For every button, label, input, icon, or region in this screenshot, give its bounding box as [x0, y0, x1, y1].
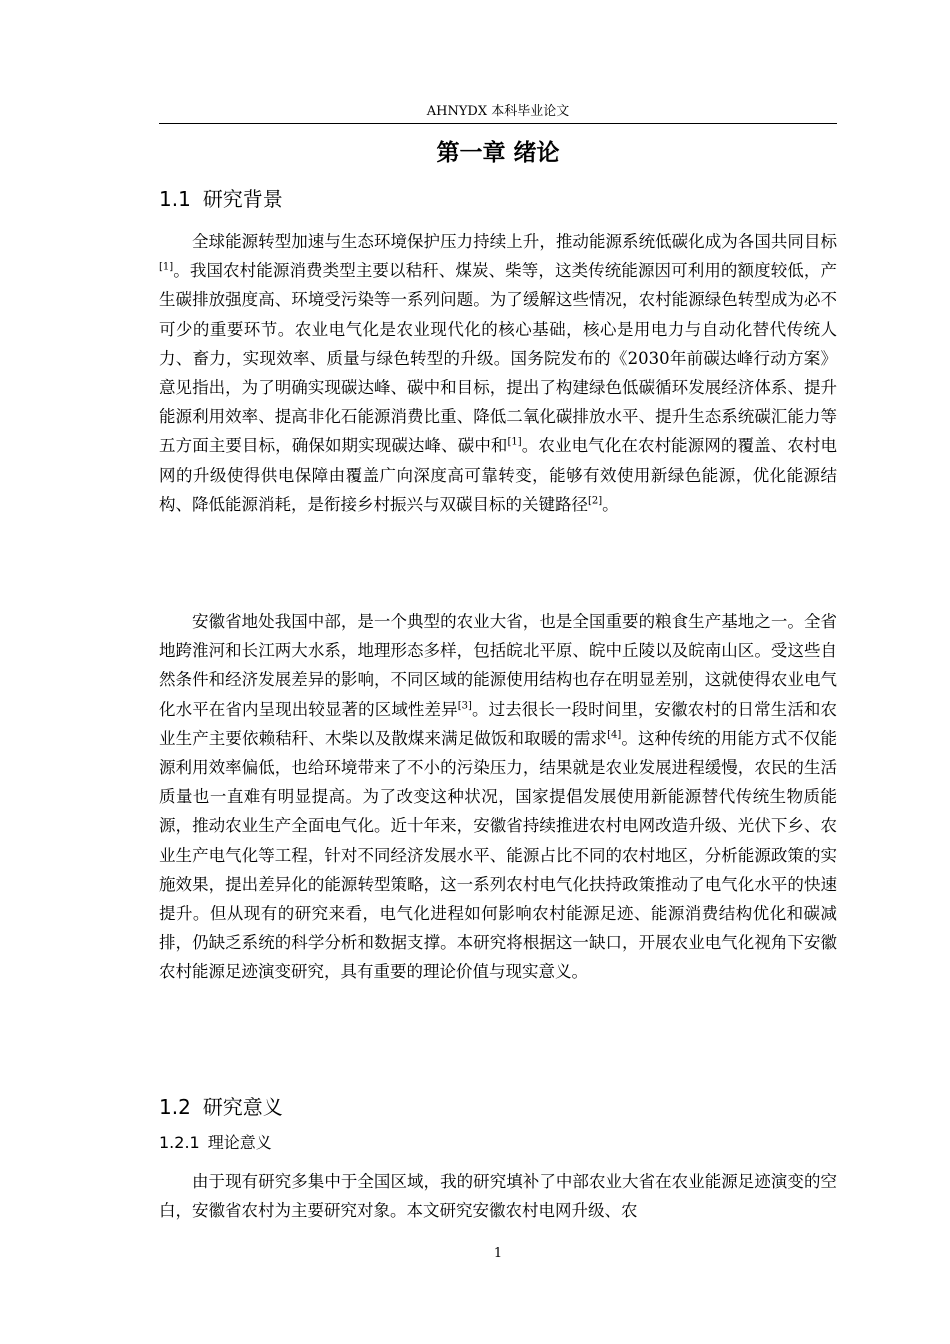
citation-ref: [4]	[607, 729, 622, 741]
citation-ref: [1]	[507, 436, 522, 448]
subsection-number: 1.2.1	[159, 1133, 200, 1152]
page-number: 1	[493, 1246, 503, 1261]
paragraph-text: 全球能源转型加速与生态环境保护压力持续上升，推动能源系统低碳化成为各国共同目标	[192, 232, 837, 251]
running-header: AHNYDX 本科毕业论文	[426, 104, 570, 119]
paragraph-text: 安徽省地处我国中部，是一个典型的农业大省，也是全国重要的粮食生产基地之一。全省地跨淮河和长江两大水系，地理形态多样，包括皖北平原、皖中丘陵以及皖南山区。受这些自然条件和经济发展差异的影响，不同区域的能源使用结构也存在明显差别，这就使得农业电气化水平在省内呈现出较显著的区域性差异	[159, 612, 837, 719]
citation-ref: [3]	[457, 700, 472, 712]
subsection-title: 理论意义	[207, 1133, 272, 1152]
header-rule	[159, 123, 837, 124]
section-title: 研究背景	[202, 187, 283, 211]
paragraph-research-background-1	[159, 227, 837, 519]
paragraph-theoretical-significance	[159, 1167, 837, 1225]
section-number: 1.2	[159, 1095, 191, 1119]
paragraph-text: 由于现有研究多集中于全国区域，我的研究填补了中部农业大省在农业能源足迹演变的空白，安徽省农村为主要研究对象。本文研究安徽农村电网升级、农	[159, 1172, 837, 1221]
section-heading-1-1	[159, 186, 283, 212]
paragraph-text: 。过去很长一段时间里，安徽农村的日常生活和农业生产主要依赖秸秆、木柴以及散煤来满足做饭和取暖的需求	[159, 699, 838, 748]
paragraph-text: 。这种传统的用能方式不仅能源利用效率偏低，也给环境带来了不小的污染压力，结果就是农业发展进程缓慢，农民的生活质量也一直难有明显提高。为了改变这种状况，国家提倡发展使用新能源替代传统生物质能源，推动农业生产全面电气化。近十年来，安徽省持续推进农村电网改造升级、光伏下乡、农业生产电气化等工程，针对不同经济发展水平、能源占比不同的农村地区，分析能源政策的实施效果，提出差异化的能源转型策略，这一系列农村电气化扶持政策推动了电气化水平的快速提升。但从现有的研究来看，电气化进程如何影响农村能源足迹、能源消费结构优化和碳减排，仍缺乏系统的科学分析和数据支撑。本研究将根据这一缺口，开展农业电气化视角下安徽农村能源足迹演变研究，具有重要的理论价值与现实意义。	[159, 728, 838, 982]
citation-ref: [2]	[588, 495, 603, 507]
citation-ref: [1]	[159, 261, 174, 273]
chapter-title: 第一章 绪论	[436, 140, 560, 166]
section-title: 研究意义	[202, 1095, 283, 1119]
paragraph-text: 。我国农村能源消费类型主要以秸秆、煤炭、柴等，这类传统能源因可利用的额度较低，产生碳排放强度高、环境受污染等一系列问题。为了缓解这些情况，农村能源绿色转型成为必不可少的重要环节。农业电气化是农业现代化的核心基础，核心是用电力与自动化替代传统人力、畜力，实现效率、质量与绿色转型的升级。国务院发布的《2030年前碳达峰行动方案》意见指出，为了明确实现碳达峰、碳中和目标，提出了构建绿色低碳循环发展经济体系、提升能源利用效率、提高非化石能源消费比重、降低二氧化碳排放水平、提升生态系统碳汇能力等五方面主要目标，确保如期实现碳达峰、碳中和	[159, 261, 837, 456]
paragraph-text: 。农业电气化在农村能源网的覆盖、农村电网的升级使得供电保障由覆盖广向深度高可靠转变，能够有效使用新绿色能源，优化能源结构、降低能源消耗，是衔接乡村振兴与双碳目标的关键路径	[159, 436, 838, 514]
subsection-heading-1-2-1	[159, 1132, 272, 1154]
paragraph-text: 。	[602, 494, 619, 514]
section-heading-1-2	[159, 1094, 283, 1120]
paragraph-research-background-2	[159, 607, 837, 987]
section-number: 1.1	[159, 187, 191, 211]
